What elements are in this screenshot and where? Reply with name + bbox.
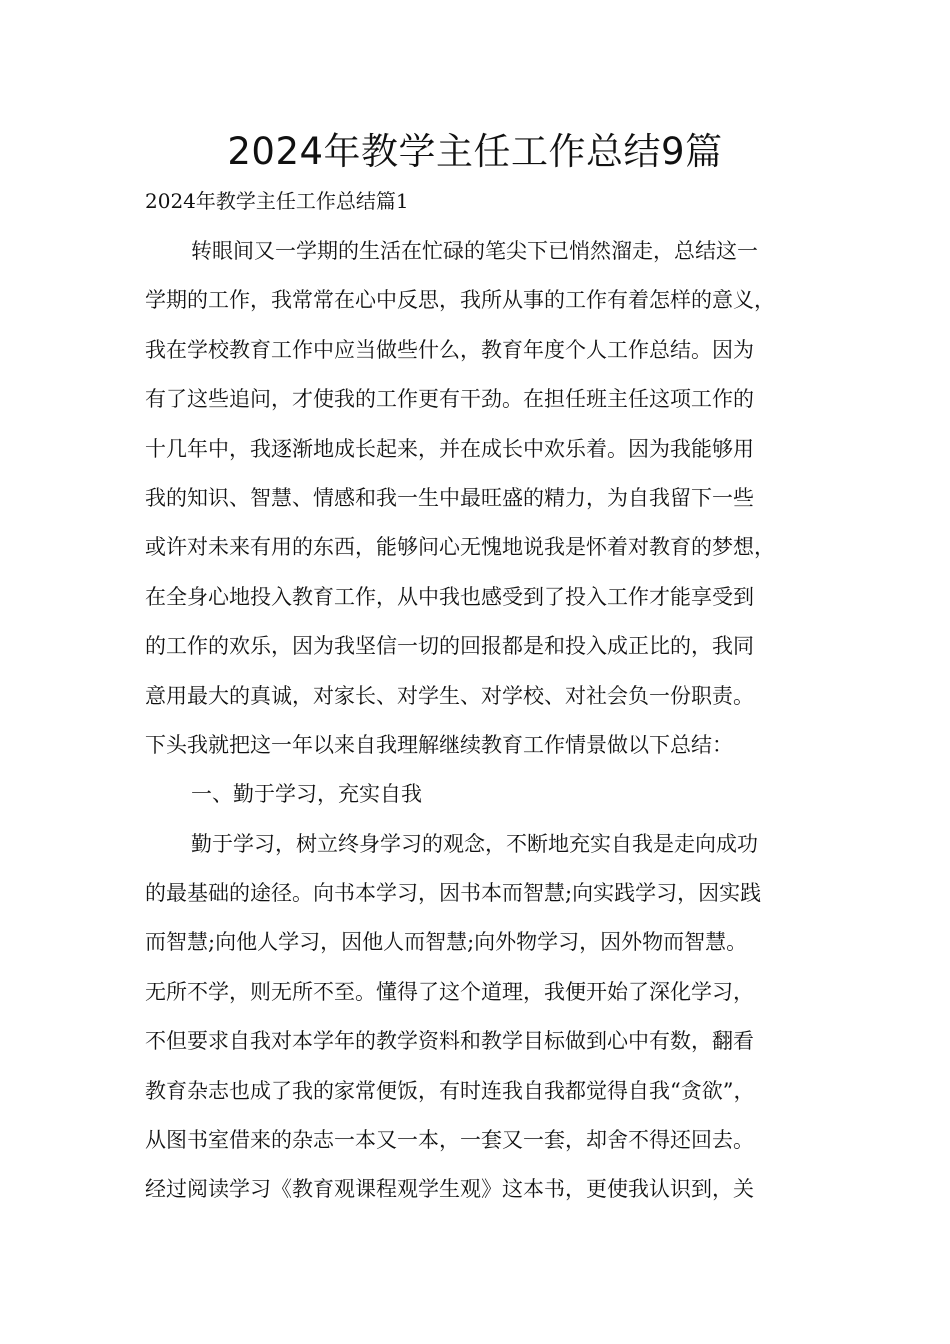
text-line: 意用最大的真诚，对家长、对学生、对学校、对社会负一份职责。 xyxy=(145,683,754,708)
section-heading: 2024年教学主任工作总结篇1 xyxy=(145,189,409,213)
text-line: 而智慧;向他人学习，因他人而智慧;向外物学习，因外物而智慧。 xyxy=(145,930,748,955)
text-line: 十几年中，我逐渐地成长起来，并在成长中欢乐着。因为我能够用 xyxy=(145,436,754,461)
text-line: 教育杂志也成了我的家常便饭，有时连我自我都觉得自我“贪欲”， xyxy=(145,1078,755,1103)
text-line: 的工作的欢乐，因为我坚信一切的回报都是和投入成正比的，我同 xyxy=(145,634,754,659)
text-line: 无所不学，则无所不至。懂得了这个道理，我便开始了深化学习， xyxy=(145,979,754,1004)
text-line: 有了这些追问，才使我的工作更有干劲。在担任班主任这项工作的 xyxy=(145,387,754,412)
text-line: 经过阅读学习《教育观课程观学生观》这本书，更使我认识到，关 xyxy=(145,1177,754,1202)
text-line: 学期的工作，我常常在心中反思，我所从事的工作有着怎样的意义， xyxy=(145,288,775,313)
text-line: 我的知识、智慧、情感和我一生中最旺盛的精力，为自我留下一些 xyxy=(145,485,754,510)
section-subheading: 一、勤于学习，充实自我 xyxy=(191,782,422,807)
document-title: 2024年教学主任工作总结9篇 xyxy=(227,130,723,173)
text-line: 转眼间又一学期的生活在忙碌的笔尖下已悄然溜走，总结这一 xyxy=(191,239,758,263)
text-line: 在全身心地投入教育工作，从中我也感受到了投入工作才能享受到 xyxy=(145,584,754,609)
text-line: 从图书室借来的杂志一本又一本，一套又一套，却舍不得还回去。 xyxy=(145,1128,754,1153)
text-line: 不但要求自我对本学年的教学资料和教学目标做到心中有数，翻看 xyxy=(145,1029,754,1054)
text-line: 下头我就把这一年以来自我理解继续教育工作情景做以下总结： xyxy=(145,732,733,757)
text-line: 勤于学习，树立终身学习的观念，不断地充实自我是走向成功 xyxy=(191,831,758,856)
text-line: 我在学校教育工作中应当做些什么，教育年度个人工作总结。因为 xyxy=(145,337,754,362)
text-line: 或许对未来有用的东西，能够问心无愧地说我是怀着对教育的梦想， xyxy=(145,535,775,560)
text-line: 的最基础的途径。向书本学习，因书本而智慧;向实践学习，因实践 xyxy=(145,881,762,906)
body-text xyxy=(145,227,825,1215)
